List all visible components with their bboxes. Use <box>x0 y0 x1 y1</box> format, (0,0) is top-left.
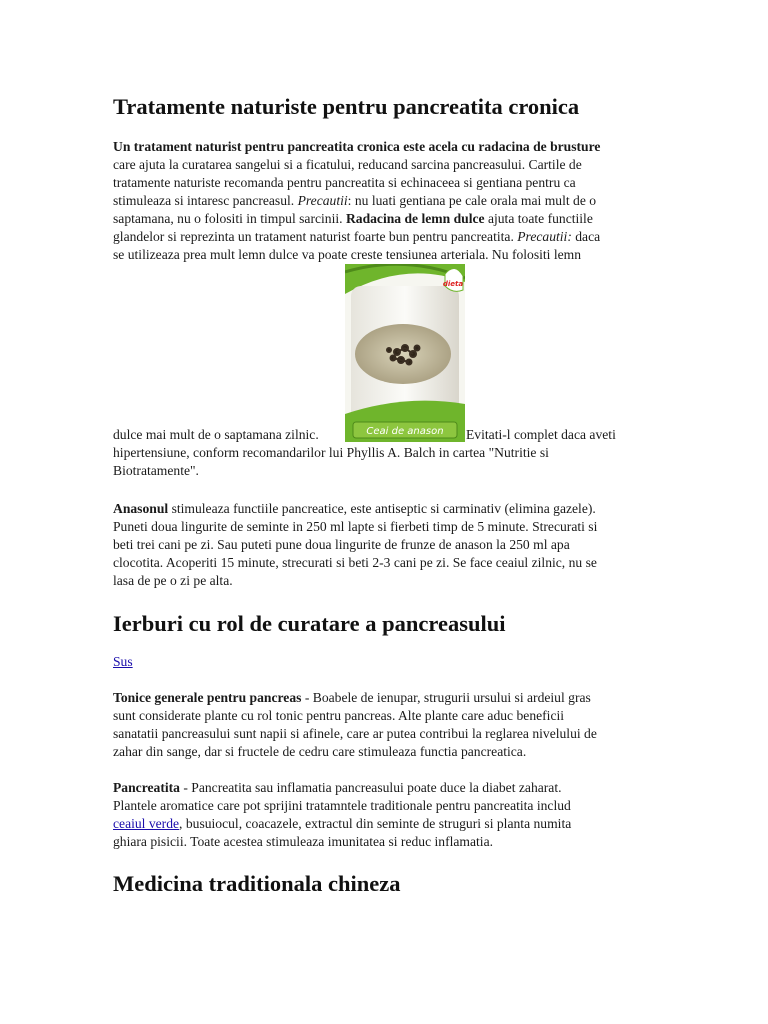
bold-lemn-dulce: Radacina de lemn dulce <box>345 211 485 226</box>
text-line: beti trei cani pe zi. Sau puteti pune doua lingurite de frunze de anason la 250 ml apa <box>113 537 570 552</box>
text-span: , busuiocul, coacazele, extractul din seminte de struguri si planta numita <box>179 816 572 831</box>
text-span: stimuleaza functiile pancreatice, este antiseptic si carminativ (elimina gazele). <box>168 501 596 516</box>
text-line: zahar din sange, dar si fructele de cedru care stimuleaza functia pancreatica. <box>113 744 527 759</box>
paragraph-tonice <box>113 689 658 761</box>
text-line: lasa de pe o zi pe alta. <box>113 573 233 588</box>
text-line: ghiara pisicii. Toate acestea stimuleaza imunitatea si reduc inflamatia. <box>113 834 494 849</box>
heading-ierburi: Ierburi cu rol de curatare a pancreasului <box>113 611 506 636</box>
text-line: hipertensiune, conform recomandarilor lui Phyllis A. Balch in cartea "Nutritie si <box>113 445 549 460</box>
text-span: ajuta toate functiile <box>484 211 593 226</box>
italic-precautii: Precautii: <box>517 229 572 244</box>
text-span: saptamana, nu o folositi in timpul sarcinii. <box>113 211 346 226</box>
image-caption: Ceai de anason <box>366 426 444 437</box>
bold-pancreatita: Pancreatita <box>113 780 180 795</box>
lead-bold-text: Un tratament naturist pentru pancreatita cronica este acela cu radacina de brusture <box>113 139 601 154</box>
paragraph-anason <box>113 500 658 590</box>
text-span: glandelor si reprezinta un tratament naturist foarte bun pentru pancreatita. <box>113 229 518 244</box>
anise-tea-illustration <box>345 264 465 442</box>
sus-link[interactable]: Sus <box>113 654 133 669</box>
text-span: Evitati-l complet daca aveti <box>466 427 616 442</box>
text-line: care ajuta la curatarea sangelui si a ficatului, reducand sarcina pancreasului. Cartile de <box>113 157 582 172</box>
text-span: stimuleaza si intaresc pancreasul. <box>113 193 298 208</box>
text-span: - Boabele de ienupar, strugurii ursului si ardeiul gras <box>301 690 591 705</box>
text-span: : nu luati gentiana pe cale orala mai mult de o <box>347 193 597 208</box>
heading-tratamente: Tratamente naturiste pentru pancreatita cronica <box>113 94 580 119</box>
paragraph-pancreatita <box>113 779 658 851</box>
text-line: clocotita. Acoperiti 15 minute, strecurati si beti 2-3 cani pe zi. Se face ceaiul zilnic, nu se <box>113 555 597 570</box>
image-brand: dieta <box>442 280 464 288</box>
ceaiul-verde-link[interactable]: ceaiul verde <box>113 816 180 831</box>
anise-tea-image <box>345 264 465 442</box>
text-span: daca <box>571 229 601 244</box>
bold-anasonul: Anasonul <box>113 501 169 516</box>
text-line: sanatatii pancreasului sunt napii si afinele, care ar putea contribui la reglarea nivelului de <box>113 726 597 741</box>
text-line: sunt considerate plante cu rol tonic pentru pancreas. Alte plante care aduc beneficii <box>113 708 565 723</box>
text-line: Plantele aromatice care pot sprijini tratamntele traditionale pentru pancreatita includ <box>113 798 571 813</box>
sus-link-row <box>113 653 658 671</box>
paragraph-brusture <box>113 138 658 480</box>
text-line: Puneti doua lingurite de seminte in 250 ml lapte si fierbeti timp de 5 minute. Strecurati si <box>113 519 598 534</box>
bold-tonice: Tonice generale pentru pancreas <box>113 690 302 705</box>
italic-precautii: Precautii <box>297 193 348 208</box>
text-line: se utilizeaza prea mult lemn dulce va poate creste tensiunea arteriala. Nu folositi lemn <box>113 247 582 262</box>
text-line: tratamente naturiste recomanda pentru pancreatita si echinaceea si gentiana pentru ca <box>113 175 576 190</box>
text-span: dulce mai mult de o saptamana zilnic. <box>113 427 319 442</box>
text-line: Biotratamente". <box>113 463 199 478</box>
heading-medicina: Medicina traditionala chineza <box>113 871 401 896</box>
text-span: - Pancreatita sau inflamatia pancreasului poate duce la diabet zaharat. <box>179 780 562 795</box>
